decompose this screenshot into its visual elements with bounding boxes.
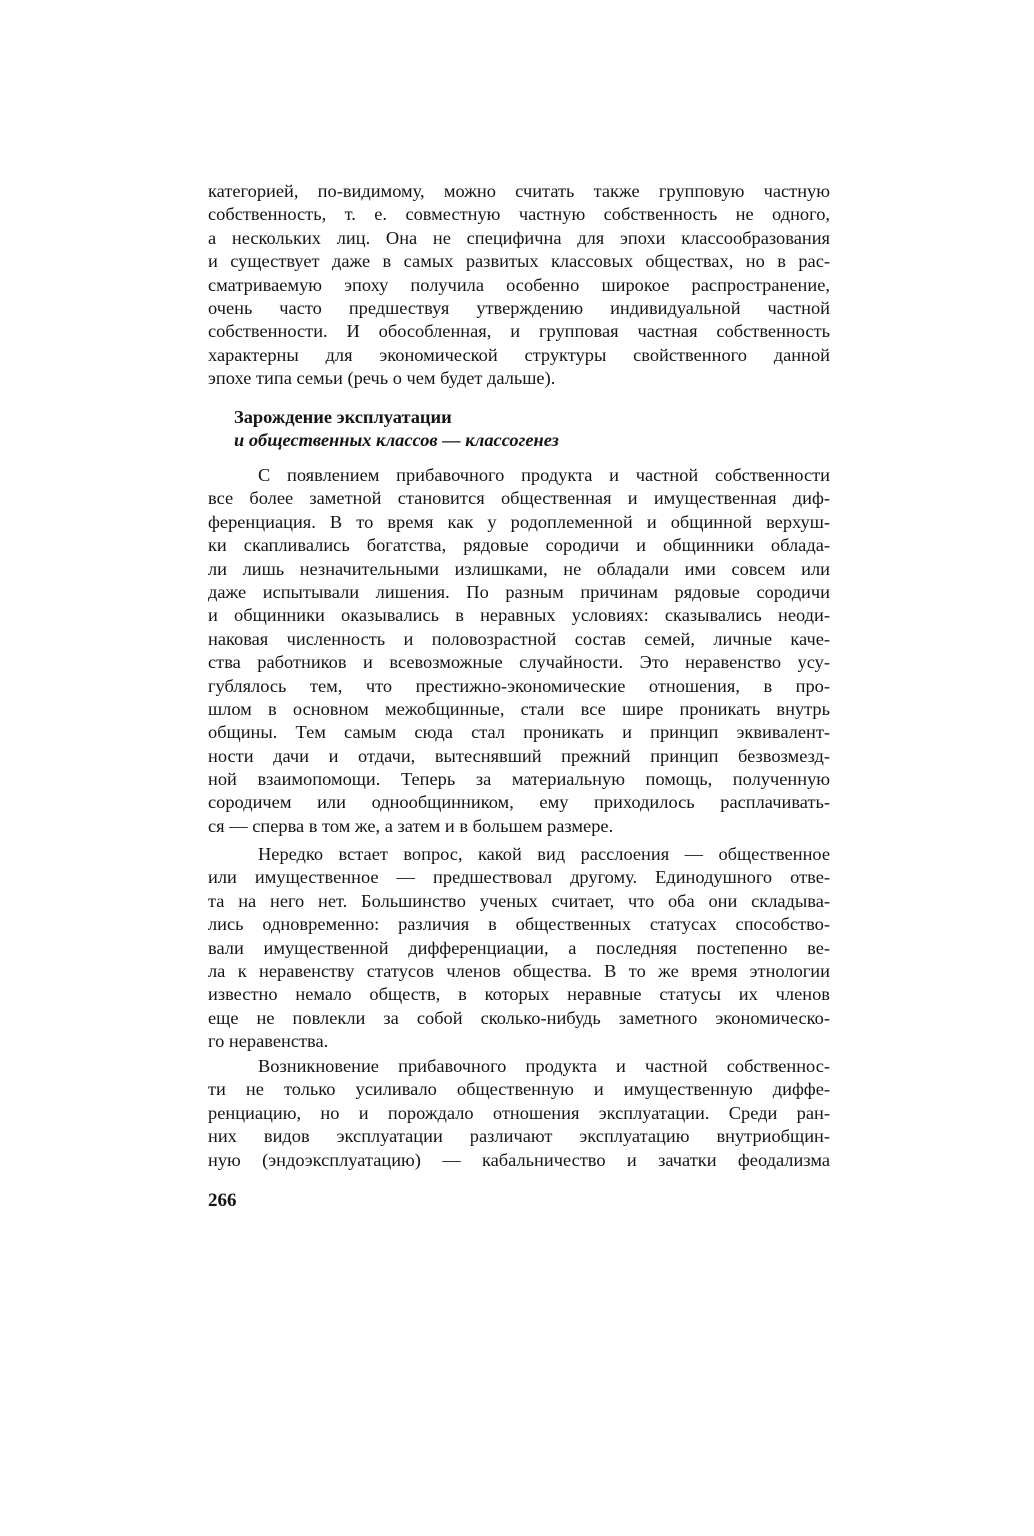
- text-line: вали имущественной дифференциации, а последняя постепенно ве-: [208, 937, 830, 958]
- text-line: наковая численность и половозрастной состав семей, личные каче-: [208, 628, 830, 649]
- text-line: та на него нет. Большинство ученых считает, что оба они складыва-: [208, 890, 830, 911]
- paragraph: [208, 464, 830, 838]
- text-line: гублялось тем, что престижно-экономические отношения, в про-: [208, 675, 830, 696]
- text-line: Нередко встает вопрос, какой вид расслоения — общественное: [258, 844, 830, 864]
- text-line: и существует даже в самых развитых классовых обществах, но в рас-: [208, 251, 830, 272]
- text-line: даже испытывали лишения. По разным причинам рядовые сородичи: [208, 581, 830, 602]
- paragraph-continued: [208, 180, 830, 391]
- text-line: ла к неравенству статусов членов общества. В то же время этнологии: [208, 960, 830, 981]
- text-line: собственность, т. е. совместную частную собственность не одного,: [208, 204, 830, 225]
- text-line: ти не только усиливало общественную и имущественную диффе-: [208, 1079, 830, 1100]
- text-line: эпохе типа семьи (речь о чем будет дальше).: [208, 368, 556, 389]
- text-line: шлом в основном межобщинные, стали все шире проникать внутрь: [208, 698, 830, 719]
- text-line: С появлением прибавочного продукта и частной собственности: [258, 465, 830, 485]
- text-line: Возникновение прибавочного продукта и частной собственнос-: [258, 1056, 830, 1076]
- text-line: ства работников и всевозможные случайности. Это неравенство усу-: [208, 652, 830, 673]
- paragraph: [208, 1055, 830, 1172]
- text-line: известно немало обществ, в которых неравные статусы их членов: [208, 984, 830, 1005]
- text-line: очень часто предшествуя утверждению индивидуальной частной: [208, 297, 830, 318]
- text-line: сородичем или однообщинником, ему приходилось расплачивать-: [208, 792, 830, 813]
- paragraph: [208, 843, 830, 1054]
- text-line: ки скапливались богатства, рядовые сородичи и общинники облада-: [208, 535, 830, 556]
- text-line: категорией, по-видимому, можно считать также групповую частную: [208, 181, 830, 201]
- text-line: собственности. И обособленная, и групповая частная собственность: [208, 321, 830, 342]
- text-line: ся — сперва в том же, а затем и в большем размере.: [208, 815, 614, 836]
- text-line: еще не повлекли за собой сколько-нибудь заметного экономическо-: [208, 1007, 830, 1028]
- text-line: все более заметной становится общественная и имущественная диф-: [208, 488, 830, 509]
- text-line: них видов эксплуатации различают эксплуатацию внутриобщин-: [208, 1126, 830, 1147]
- text-line: общины. Тем самым сюда стал проникать и принцип эквивалент-: [208, 722, 830, 743]
- text-line: и общинники оказывались в неравных условиях: сказывались неоди-: [208, 605, 830, 626]
- text-line: характерны для экономической структуры свойственного данной: [208, 344, 830, 365]
- text-line: а нескольких лиц. Она не специфична для эпохи классообразования: [208, 227, 830, 248]
- heading-line-1: Зарождение эксплуатации: [234, 407, 452, 427]
- text-line: го неравенства.: [208, 1031, 329, 1052]
- page-number: 266: [208, 1190, 237, 1211]
- text-line: ную (эндоэксплуатацию) — кабальничество и зачатки феодализма: [208, 1149, 830, 1170]
- section-heading: [234, 406, 559, 453]
- text-line: ной взаимопомощи. Теперь за материальную помощь, полученную: [208, 769, 830, 790]
- text-line: лись одновременно: различия в общественных статусах способство-: [208, 914, 830, 935]
- text-line: или имущественное — предшествовал другому. Единодушного отве-: [208, 867, 830, 888]
- heading-line-2: и общественных классов — классогенез: [234, 430, 559, 451]
- text-line: ли лишь незначительными излишками, не обладали ими совсем или: [208, 558, 830, 579]
- text-line: сматриваемую эпоху получила особенно широкое распространение,: [208, 274, 830, 295]
- text-line: ности дачи и отдачи, вытеснявший прежний принцип безвозмезд-: [208, 745, 830, 766]
- text-line: ференциация. В то время как у родоплеменной и общинной верхуш-: [208, 511, 830, 532]
- text-line: ренциацию, но и порождало отношения эксплуатации. Среди ран-: [208, 1102, 830, 1123]
